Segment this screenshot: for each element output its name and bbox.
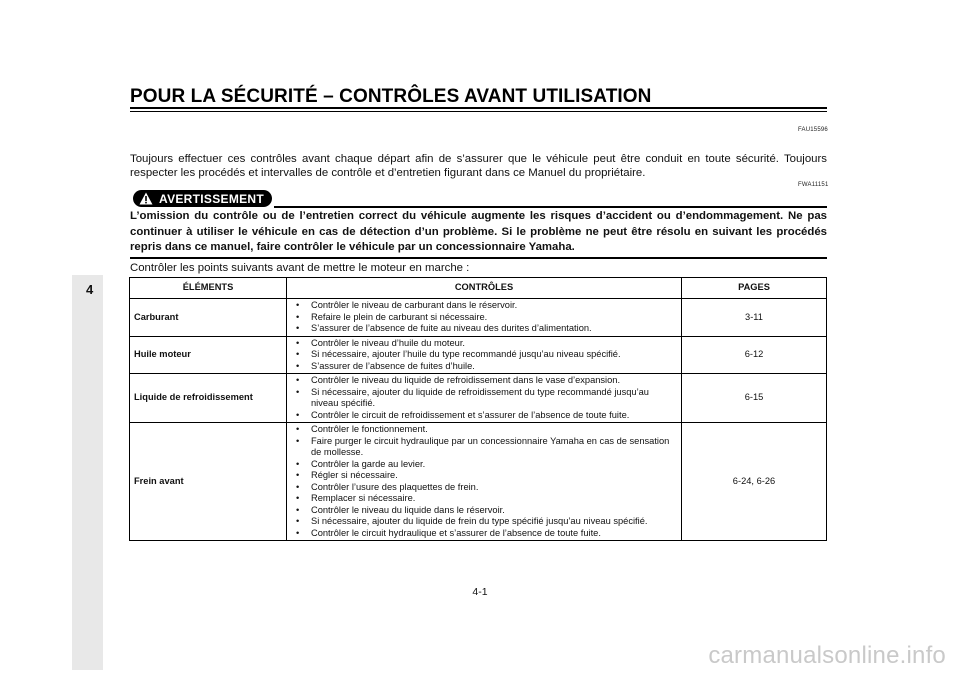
control-item: • Si nécessaire, ajouter du liquide de frein du type spécifié jusqu’au niveau spécifié.	[291, 516, 677, 528]
control-item: • Contrôler l’usure des plaquettes de frein.	[291, 482, 677, 494]
intro-paragraph: Toujours effectuer ces contrôles avant chaque départ afin de s’assurer que le véhicule peut être conduit en toute sécurité. Toujours respecter les procédés et intervalles de contrôle et d’entretien figurant dans ce Manuel du propriétaire.	[130, 153, 827, 179]
control-item: • Si nécessaire, ajouter l’huile du type recommandé jusqu’au niveau spécifié.	[291, 349, 677, 361]
control-item: • Contrôler le niveau de carburant dans le réservoir.	[291, 300, 677, 312]
controls-list	[291, 375, 677, 421]
control-item: • Contrôler le circuit hydraulique et s’assurer de l’absence de toute fuite.	[291, 528, 677, 540]
control-item: • Remplacer si nécessaire.	[291, 493, 677, 505]
control-item: • S’assurer de l’absence de fuite au niveau des durites d’alimentation.	[291, 323, 677, 335]
table-row	[130, 299, 827, 337]
warning-triangle-icon	[139, 192, 153, 205]
row-controls	[287, 374, 682, 423]
row-controls	[287, 423, 682, 541]
control-item: • Contrôler le circuit de refroidissement et s’assurer de l’absence de toute fuite.	[291, 410, 677, 422]
warning-label: AVERTISSEMENT	[159, 191, 265, 206]
page-number: 4-1	[472, 586, 488, 598]
title-rule-thin	[130, 111, 827, 112]
control-item: • Régler si nécessaire.	[291, 470, 677, 482]
warning-bottom-rule	[130, 257, 827, 259]
row-item: Huile moteur	[130, 336, 287, 374]
row-pages: 6-12	[682, 336, 827, 374]
control-item: • Contrôler le niveau d’huile du moteur.	[291, 338, 677, 350]
table-row	[130, 374, 827, 423]
row-controls	[287, 299, 682, 337]
page-title: POUR LA SÉCURITÉ – CONTRÔLES AVANT UTILISATION	[130, 86, 652, 107]
table-header-row	[130, 278, 827, 299]
row-pages: 6-24, 6-26	[682, 423, 827, 541]
table-row	[130, 336, 827, 374]
checks-table	[129, 277, 827, 541]
header-pages: PAGES	[682, 278, 827, 299]
header-items: ÉLÉMENTS	[130, 278, 287, 299]
warning-text: L’omission du contrôle ou de l’entretien correct du véhicule augmente les risques d’accident ou d’endommagement. Ne pas continuer à utiliser le véhicule en cas de détection d’un problème. Si le problème ne peut être résolu en suivant les procédés repris dans ce manuel, faire contrôler le véhicule par un concessionnaire Yamaha.	[130, 210, 827, 253]
warning-rule	[274, 206, 827, 208]
control-item: • Contrôler le niveau du liquide de refroidissement dans le vase d’expansion.	[291, 375, 677, 387]
warning-badge	[133, 190, 272, 207]
watermark: carmanualsonline.info	[708, 642, 946, 669]
control-item: • Faire purger le circuit hydraulique par un concessionnaire Yamaha en cas de sensation de mollesse.	[291, 436, 677, 459]
chapter-tab	[72, 275, 103, 670]
table-body	[130, 299, 827, 541]
control-item: • Contrôler le fonctionnement.	[291, 424, 677, 436]
row-controls	[287, 336, 682, 374]
control-item: • Contrôler le niveau du liquide dans le réservoir.	[291, 505, 677, 517]
control-item: • Contrôler la garde au levier.	[291, 459, 677, 471]
title-rule	[130, 107, 827, 109]
checks-intro: Contrôler les points suivants avant de mettre le moteur en marche :	[130, 262, 470, 274]
row-item: Frein avant	[130, 423, 287, 541]
intro-reference-code: FAU15596	[798, 127, 828, 133]
warning-reference-code: FWA11151	[798, 182, 829, 188]
controls-list	[291, 424, 677, 539]
chapter-number: 4	[86, 282, 94, 297]
row-pages: 6-15	[682, 374, 827, 423]
table-row	[130, 423, 827, 541]
row-pages: 3-11	[682, 299, 827, 337]
control-item: • S’assurer de l’absence de fuites d’huile.	[291, 361, 677, 373]
control-item: • Si nécessaire, ajouter du liquide de refroidissement du type recommandé jusqu’au niveau spécifié.	[291, 387, 677, 410]
header-controls: CONTRÔLES	[287, 278, 682, 299]
control-item: • Refaire le plein de carburant si nécessaire.	[291, 312, 677, 324]
row-item: Liquide de refroidissement	[130, 374, 287, 423]
controls-list	[291, 338, 677, 373]
controls-list	[291, 300, 677, 335]
row-item: Carburant	[130, 299, 287, 337]
